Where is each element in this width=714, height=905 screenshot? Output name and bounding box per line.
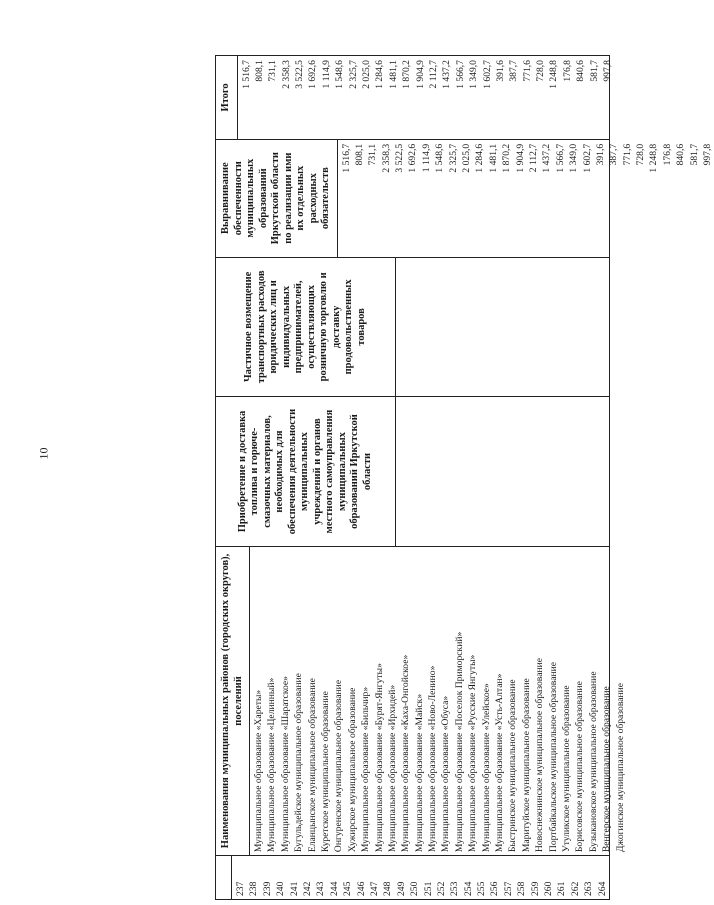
total-value: 1 602,7 [481, 60, 493, 89]
total-value: 840,6 [575, 60, 587, 82]
equalization-value: 1 870,2 [501, 143, 513, 173]
page-number: 10 [36, 447, 51, 460]
row-number: 263 [583, 881, 595, 896]
row-number: 260 [543, 881, 555, 896]
municipality-name: Бузыкановское муниципальное образование [587, 671, 599, 853]
municipality-name: Муниципальное образование «Русские Янгуты» [467, 654, 479, 853]
row-number: 240 [275, 881, 287, 896]
municipality-name: Еланцынское муниципальное образование [306, 678, 318, 853]
total-value: 1 692,6 [307, 60, 319, 89]
municipality-name: Муниципальное образование «Ирхидей» [386, 684, 398, 853]
equalization-value: 1 692,6 [407, 143, 419, 173]
total-value: 1 904,9 [414, 60, 426, 89]
equalization-value: 176,8 [661, 143, 673, 166]
municipality-name: Утуликское муниципальное образование [560, 685, 572, 853]
total-value: 2 025,0 [361, 60, 373, 89]
row-number: 254 [462, 881, 474, 896]
total-value: 731,1 [267, 60, 279, 82]
transport-header: Частичное возмещение транспортных расходов юридических лиц и индивидуальных предпринимателей, осуществляющих розничную торговлю и доставку продовольственных товаров [216, 258, 396, 397]
equalization-value: 2 112,7 [527, 143, 539, 173]
row-number: 243 [315, 881, 327, 896]
municipality-name: Борисовское муниципальное образование [574, 681, 586, 853]
total-value: 997,8 [602, 60, 614, 82]
row-number: 251 [422, 881, 434, 896]
municipality-name: Куретское муниципальное образование [319, 691, 331, 853]
municipality-name: Муниципальное образование «Майск» [413, 693, 425, 853]
equalization-value: 581,7 [688, 143, 700, 166]
total-value: 728,0 [535, 60, 547, 82]
equalization-value: 1 349,0 [568, 143, 580, 173]
total-column [216, 56, 614, 139]
total-value: 1 437,2 [441, 60, 453, 89]
equalization-value: 840,6 [675, 143, 687, 166]
equalization-value: 1 437,2 [541, 143, 553, 173]
municipality-name: Муниципальное образование «Улейское» [480, 683, 492, 853]
equalization-value: 1 566,7 [554, 143, 566, 173]
row-number: 256 [489, 881, 501, 896]
row-number: 264 [596, 881, 608, 896]
fuel-column [216, 396, 609, 546]
equalization-value: 728,0 [635, 143, 647, 166]
total-value: 1 548,6 [334, 60, 346, 89]
total-value: 391,6 [494, 60, 506, 82]
total-value: 2 112,7 [427, 60, 439, 89]
row-number: 252 [435, 881, 447, 896]
municipality-name: Венгерское муниципальное образование [601, 686, 613, 853]
row-number: 244 [328, 881, 340, 896]
row-number: 259 [529, 881, 541, 896]
total-value: 1 870,2 [401, 60, 413, 89]
row-number: 250 [409, 881, 421, 896]
equalization-value: 1 548,6 [434, 143, 446, 173]
equalization-value: 1 516,7 [340, 143, 352, 173]
equalization-value: 3 522,5 [394, 143, 406, 173]
equalization-value: 771,6 [621, 143, 633, 166]
municipality-name: Джогинское муниципальное образование [614, 682, 626, 853]
total-value: 808,1 [253, 60, 265, 82]
municipality-name: Новоснежнинское муниципальное образование [534, 658, 546, 853]
equalization-value: 1 114,9 [420, 143, 432, 173]
row-number: 241 [288, 881, 300, 896]
total-value: 1 349,0 [468, 60, 480, 89]
row-number: 257 [502, 881, 514, 896]
municipality-name: Портбайкальское муниципальное образование [547, 662, 559, 853]
municipality-name: Муниципальное образование «Бурят-Янгуты» [373, 663, 385, 853]
municipality-name: Онгуренское муниципальное образование [333, 679, 345, 853]
row-number: 258 [516, 881, 528, 896]
municipality-name: Муниципальное образование «Целинный» [266, 677, 278, 853]
municipality-name: Муниципальное образование «Хареты» [253, 689, 264, 853]
total-value: 1 481,1 [387, 60, 399, 89]
equalization-value: 731,1 [367, 143, 379, 166]
row-number-column [216, 855, 609, 899]
name-header: Наименования муниципальных районов (городских округов), поселений [216, 547, 250, 855]
total-value: 3 522,5 [294, 60, 306, 89]
equalization-value: 1 481,1 [487, 143, 499, 173]
row-number: 247 [368, 881, 380, 896]
equalization-value: 808,1 [353, 143, 365, 166]
total-value: 387,7 [508, 60, 520, 82]
equalization-value: 1 248,8 [648, 143, 660, 173]
row-number: 245 [342, 881, 354, 896]
municipality-name: Хужирское муниципальное образование [346, 687, 358, 853]
total-header: Итого [216, 56, 238, 139]
municipality-name: Муниципальное образование «Бильчир» [360, 686, 372, 853]
municipality-name: Муниципальное образование «Обуса» [440, 695, 452, 853]
municipality-name: Муниципальное образование «Шаратское» [279, 676, 291, 853]
fuel-header: Приобретение и доставка топлива и горюче-смазочных материалов, необходимых для обеспечения деятельности муниципальных учреждений и органов местного самоуправления муниципальных образований Иркутской области [216, 397, 396, 546]
row-number: 246 [355, 881, 367, 896]
equalization-header: Выравнивание обеспеченности муниципальных образований Иркутской области по реализации ими их отдельных расходных обязательств [216, 140, 338, 257]
total-value: 1 114,9 [320, 60, 332, 89]
equalization-value: 391,6 [594, 143, 606, 166]
total-value: 581,7 [588, 60, 600, 82]
total-value: 1 566,7 [454, 60, 466, 89]
row-number: 238 [248, 881, 260, 896]
equalization-value: 2 358,3 [380, 143, 392, 173]
total-value: 771,6 [521, 60, 533, 82]
equalization-value: 2 325,7 [447, 143, 459, 173]
row-number: 242 [302, 881, 314, 896]
row-number: 249 [395, 881, 407, 896]
row-number: 239 [261, 881, 273, 896]
transport-column [216, 257, 609, 397]
total-value: 176,8 [561, 60, 573, 82]
municipality-name: Быстринское муниципальное образование [507, 679, 519, 853]
municipality-name: Маритуйское муниципальное образование [520, 678, 532, 853]
budget-table [215, 55, 714, 900]
name-column [216, 546, 626, 855]
total-value: 1 248,8 [548, 60, 560, 89]
municipality-name: Муниципальное образование «Ново-Ленино» [427, 665, 439, 853]
municipality-name: Бугульдейское муниципальное образование [293, 673, 305, 853]
municipality-name: Муниципальное образование «Усть-Алтан» [494, 673, 506, 853]
municipality-name: Муниципальное образование «Каха-Онгойское» [400, 654, 412, 853]
equalization-value: 387,7 [608, 143, 620, 166]
municipality-name: Муниципальное образование «Поселок Приморский» [453, 631, 465, 853]
row-number: 255 [476, 881, 488, 896]
row-number: 262 [569, 881, 581, 896]
total-value: 1 516,7 [240, 60, 252, 89]
equalization-value: 1 904,9 [514, 143, 526, 173]
total-value: 1 284,6 [374, 60, 386, 89]
total-value: 2 325,7 [347, 60, 359, 89]
equalization-column [216, 139, 714, 257]
equalization-value: 1 602,7 [581, 143, 593, 173]
equalization-value: 2 025,0 [461, 143, 473, 173]
row-number: 248 [382, 881, 394, 896]
row-number: 261 [556, 881, 568, 896]
row-number: 253 [449, 881, 461, 896]
total-value: 2 358,3 [280, 60, 292, 89]
equalization-value: 1 284,6 [474, 143, 486, 173]
equalization-value: 997,8 [702, 143, 714, 166]
row-number: 237 [235, 881, 247, 896]
